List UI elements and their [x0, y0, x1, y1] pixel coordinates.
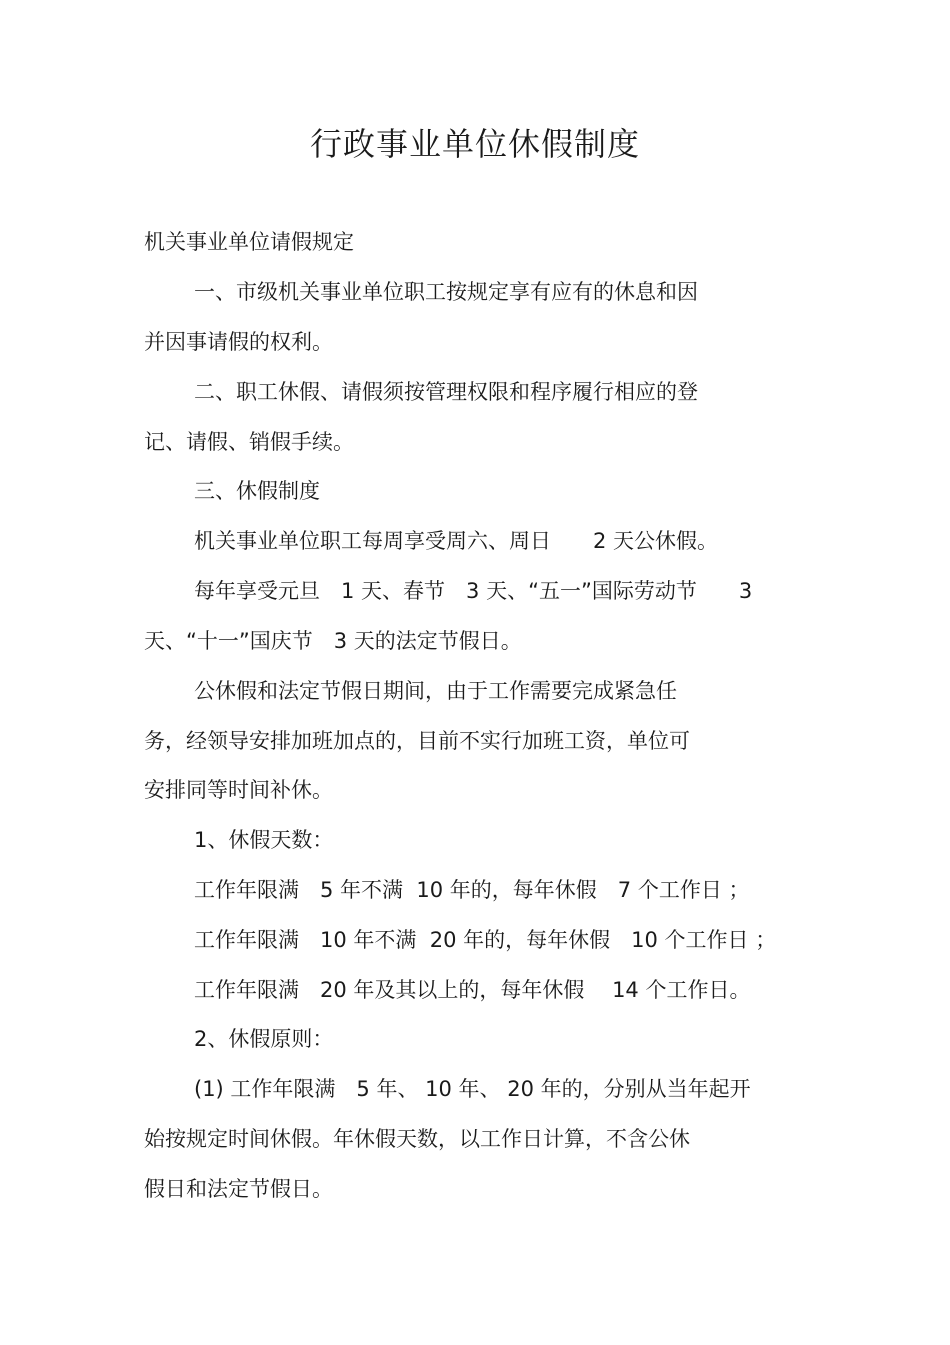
paragraph-line: 安排同等时间补休。: [144, 778, 333, 802]
paragraph-line: 工作年限满 10 年不满 20 年的，每年休假 10 个工作日 ；: [194, 928, 777, 952]
paragraph-line: 务，经领导安排加班加点的，目前不实行加班工资，单位可: [144, 729, 690, 753]
paragraph-line: 工作年限满 20 年及其以上的，每年休假 14 个工作日。: [194, 978, 751, 1002]
paragraph-line: 机关事业单位职工每周享受周六、周日 2 天公休假。: [194, 529, 719, 553]
document-title: 行政事业单位休假制度: [309, 125, 640, 163]
paragraph-line: 天、“十一”国庆节 3 天的法定节假日。: [144, 629, 522, 653]
paragraph-line: 工作年限满 5 年不满 10 年的，每年休假 7 个工作日 ；: [194, 878, 750, 902]
paragraph-line: 每年享受元旦 1 天、春节 3 天、“五一”国际劳动节 3: [194, 579, 753, 603]
paragraph-line: 始按规定时间休假。年休假天数，以工作日计算，不含公休: [144, 1127, 690, 1151]
paragraph-line: 二、职工休假、请假须按管理权限和程序履行相应的登: [194, 380, 698, 404]
paragraph-line: 三、休假制度: [194, 479, 320, 503]
paragraph-line: 假日和法定节假日。: [144, 1177, 333, 1201]
paragraph-line: 记、请假、销假手续。: [144, 430, 354, 454]
paragraph-line: 公休假和法定节假日期间，由于工作需要完成紧急任: [194, 679, 677, 703]
paragraph-line: 一、市级机关事业单位职工按规定享有应有的休息和因: [194, 280, 698, 304]
section-heading: 机关事业单位请假规定: [144, 230, 354, 254]
paragraph-line: 1、休假天数：: [194, 828, 334, 852]
paragraph-line: 2、休假原则：: [194, 1027, 334, 1051]
paragraph-line: (1) 工作年限满 5 年、 10 年、 20 年的，分别从当年起开: [194, 1077, 751, 1101]
paragraph-line: 并因事请假的权利。: [144, 330, 333, 354]
